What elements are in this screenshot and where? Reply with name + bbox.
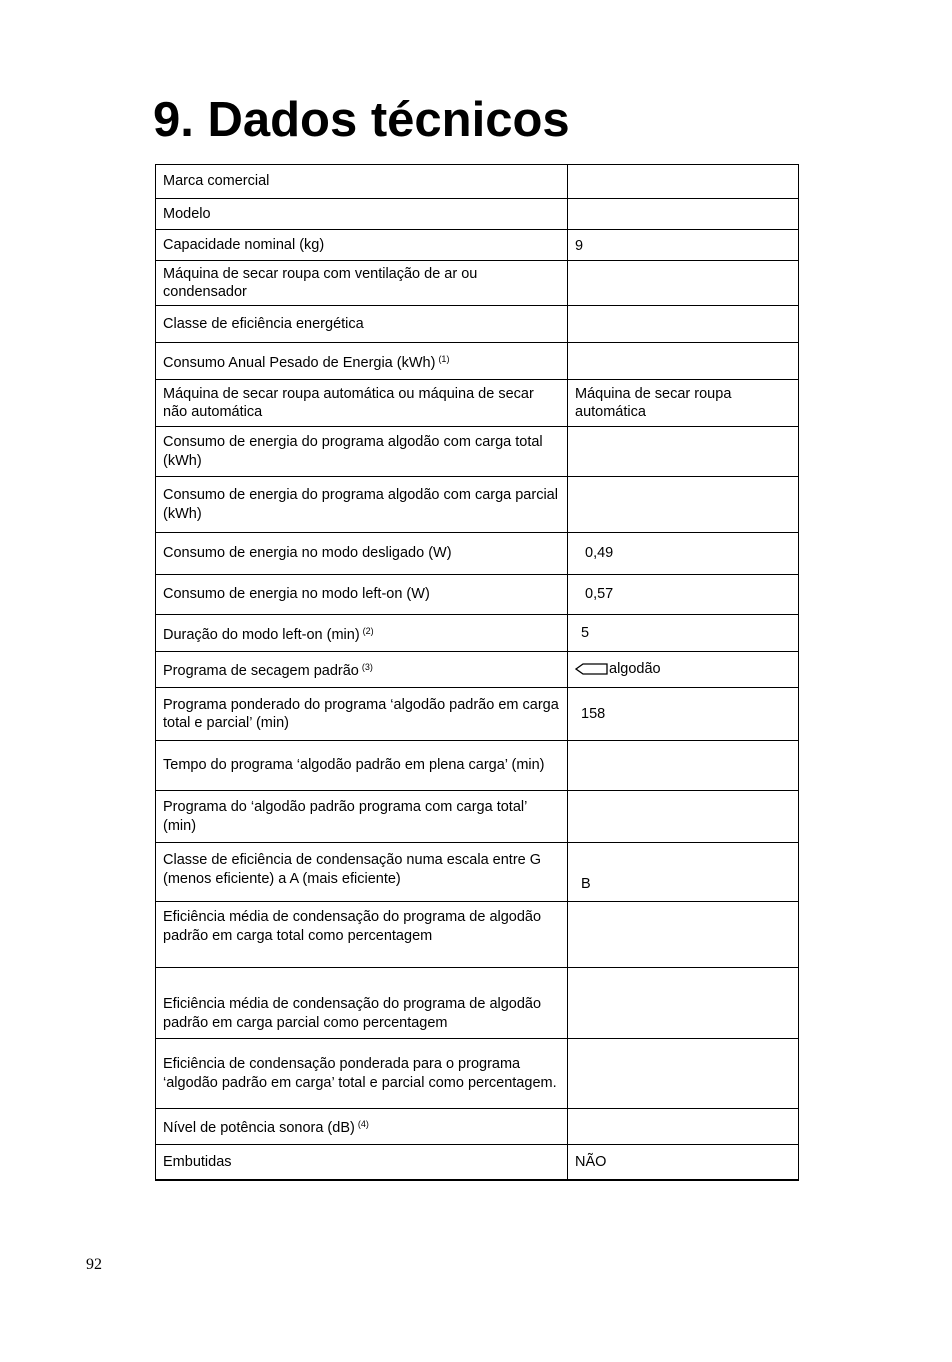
row-label: Consumo de energia no modo left-on (W) [156,575,568,615]
row-value [568,902,799,968]
table-row [156,902,799,968]
table-row [156,1145,799,1180]
row-value: 0,57 [568,575,799,615]
cotton-program-label: algodão [609,661,661,678]
row-label: Marca comercial [156,165,568,199]
table-row [156,968,799,1039]
row-value [568,427,799,477]
footnote-marker: (1) [438,353,450,364]
row-value [568,968,799,1039]
row-label: Programa de secagem padrão $^{(3)}$ [156,652,568,688]
row-label: Classe de eficiência energética [156,306,568,343]
table-row [156,261,799,306]
row-label: Embutidas [156,1145,568,1180]
row-value: 158 [568,688,799,741]
row-value: 5 [568,615,799,652]
row-label: Nível de potência sonora (dB) $^{(4)}$ [156,1109,568,1145]
table-row [156,1109,799,1145]
row-value [568,1109,799,1145]
table-row [156,741,799,791]
row-label: Classe de eficiência de condensação numa escala entre G (menos eficiente) a A (mais eficiente) [156,843,568,902]
table-row [156,1039,799,1109]
footnote-marker: (2) [362,625,374,636]
row-label: Programa ponderado do programa ‘algodão padrão em carga total e parcial’ (min) [156,688,568,741]
table-row [156,575,799,615]
table-row [156,427,799,477]
cotton-program-icon [575,662,608,676]
table-row [156,343,799,380]
table-row [156,615,799,652]
row-value [568,261,799,306]
row-value [568,741,799,791]
row-value [568,477,799,533]
row-value [568,165,799,199]
row-value [568,1039,799,1109]
row-label: Máquina de secar roupa automática ou máquina de secar não automática [156,380,568,427]
row-value: B [568,843,799,902]
table-row [156,199,799,230]
footnote-marker: (4) [357,1119,369,1130]
row-label: Eficiência de condensação ponderada para o programa ‘algodão padrão em carga’ total e parcial como percentagem. [156,1039,568,1109]
row-label: Consumo Anual Pesado de Energia (kWh) $^{(1)}$ [156,343,568,380]
table-row [156,533,799,575]
row-value [568,343,799,380]
row-value [568,306,799,343]
table-row [156,843,799,902]
row-value [568,791,799,843]
row-label: Eficiência média de condensação do programa de algodão padrão em carga parcial como percentagem [156,968,568,1039]
page-title: 9. Dados técnicos [153,93,570,147]
table-row [156,380,799,427]
table-row [156,791,799,843]
table-row [156,230,799,261]
table-row [156,652,799,688]
footnote-marker: (3) [361,662,373,673]
row-value [568,652,799,688]
row-value: 0,49 [568,533,799,575]
table-row [156,306,799,343]
row-label: Máquina de secar roupa com ventilação de ar ou condensador [156,261,568,306]
row-label: Consumo de energia do programa algodão com carga total (kWh) [156,427,568,477]
row-label: Consumo de energia do programa algodão com carga parcial (kWh) [156,477,568,533]
page-number: 92 [86,1256,102,1273]
row-label: Tempo do programa ‘algodão padrão em plena carga’ (min) [156,741,568,791]
row-label: Capacidade nominal (kg) [156,230,568,261]
table-row [156,688,799,741]
row-value [568,199,799,230]
technical-data-table [155,164,799,1181]
table-row [156,477,799,533]
row-label: Programa do ‘algodão padrão programa com carga total’ (min) [156,791,568,843]
row-value: NÃO [568,1145,799,1180]
table-row [156,165,799,199]
row-label: Duração do modo left-on (min) $^{(2)}$ [156,615,568,652]
row-label: Modelo [156,199,568,230]
row-value: 9 [568,230,799,261]
row-label: Eficiência média de condensação do programa de algodão padrão em carga total como percentagem [156,902,568,968]
row-value: Máquina de secar roupa automática [568,380,799,427]
row-label: Consumo de energia no modo desligado (W) [156,533,568,575]
